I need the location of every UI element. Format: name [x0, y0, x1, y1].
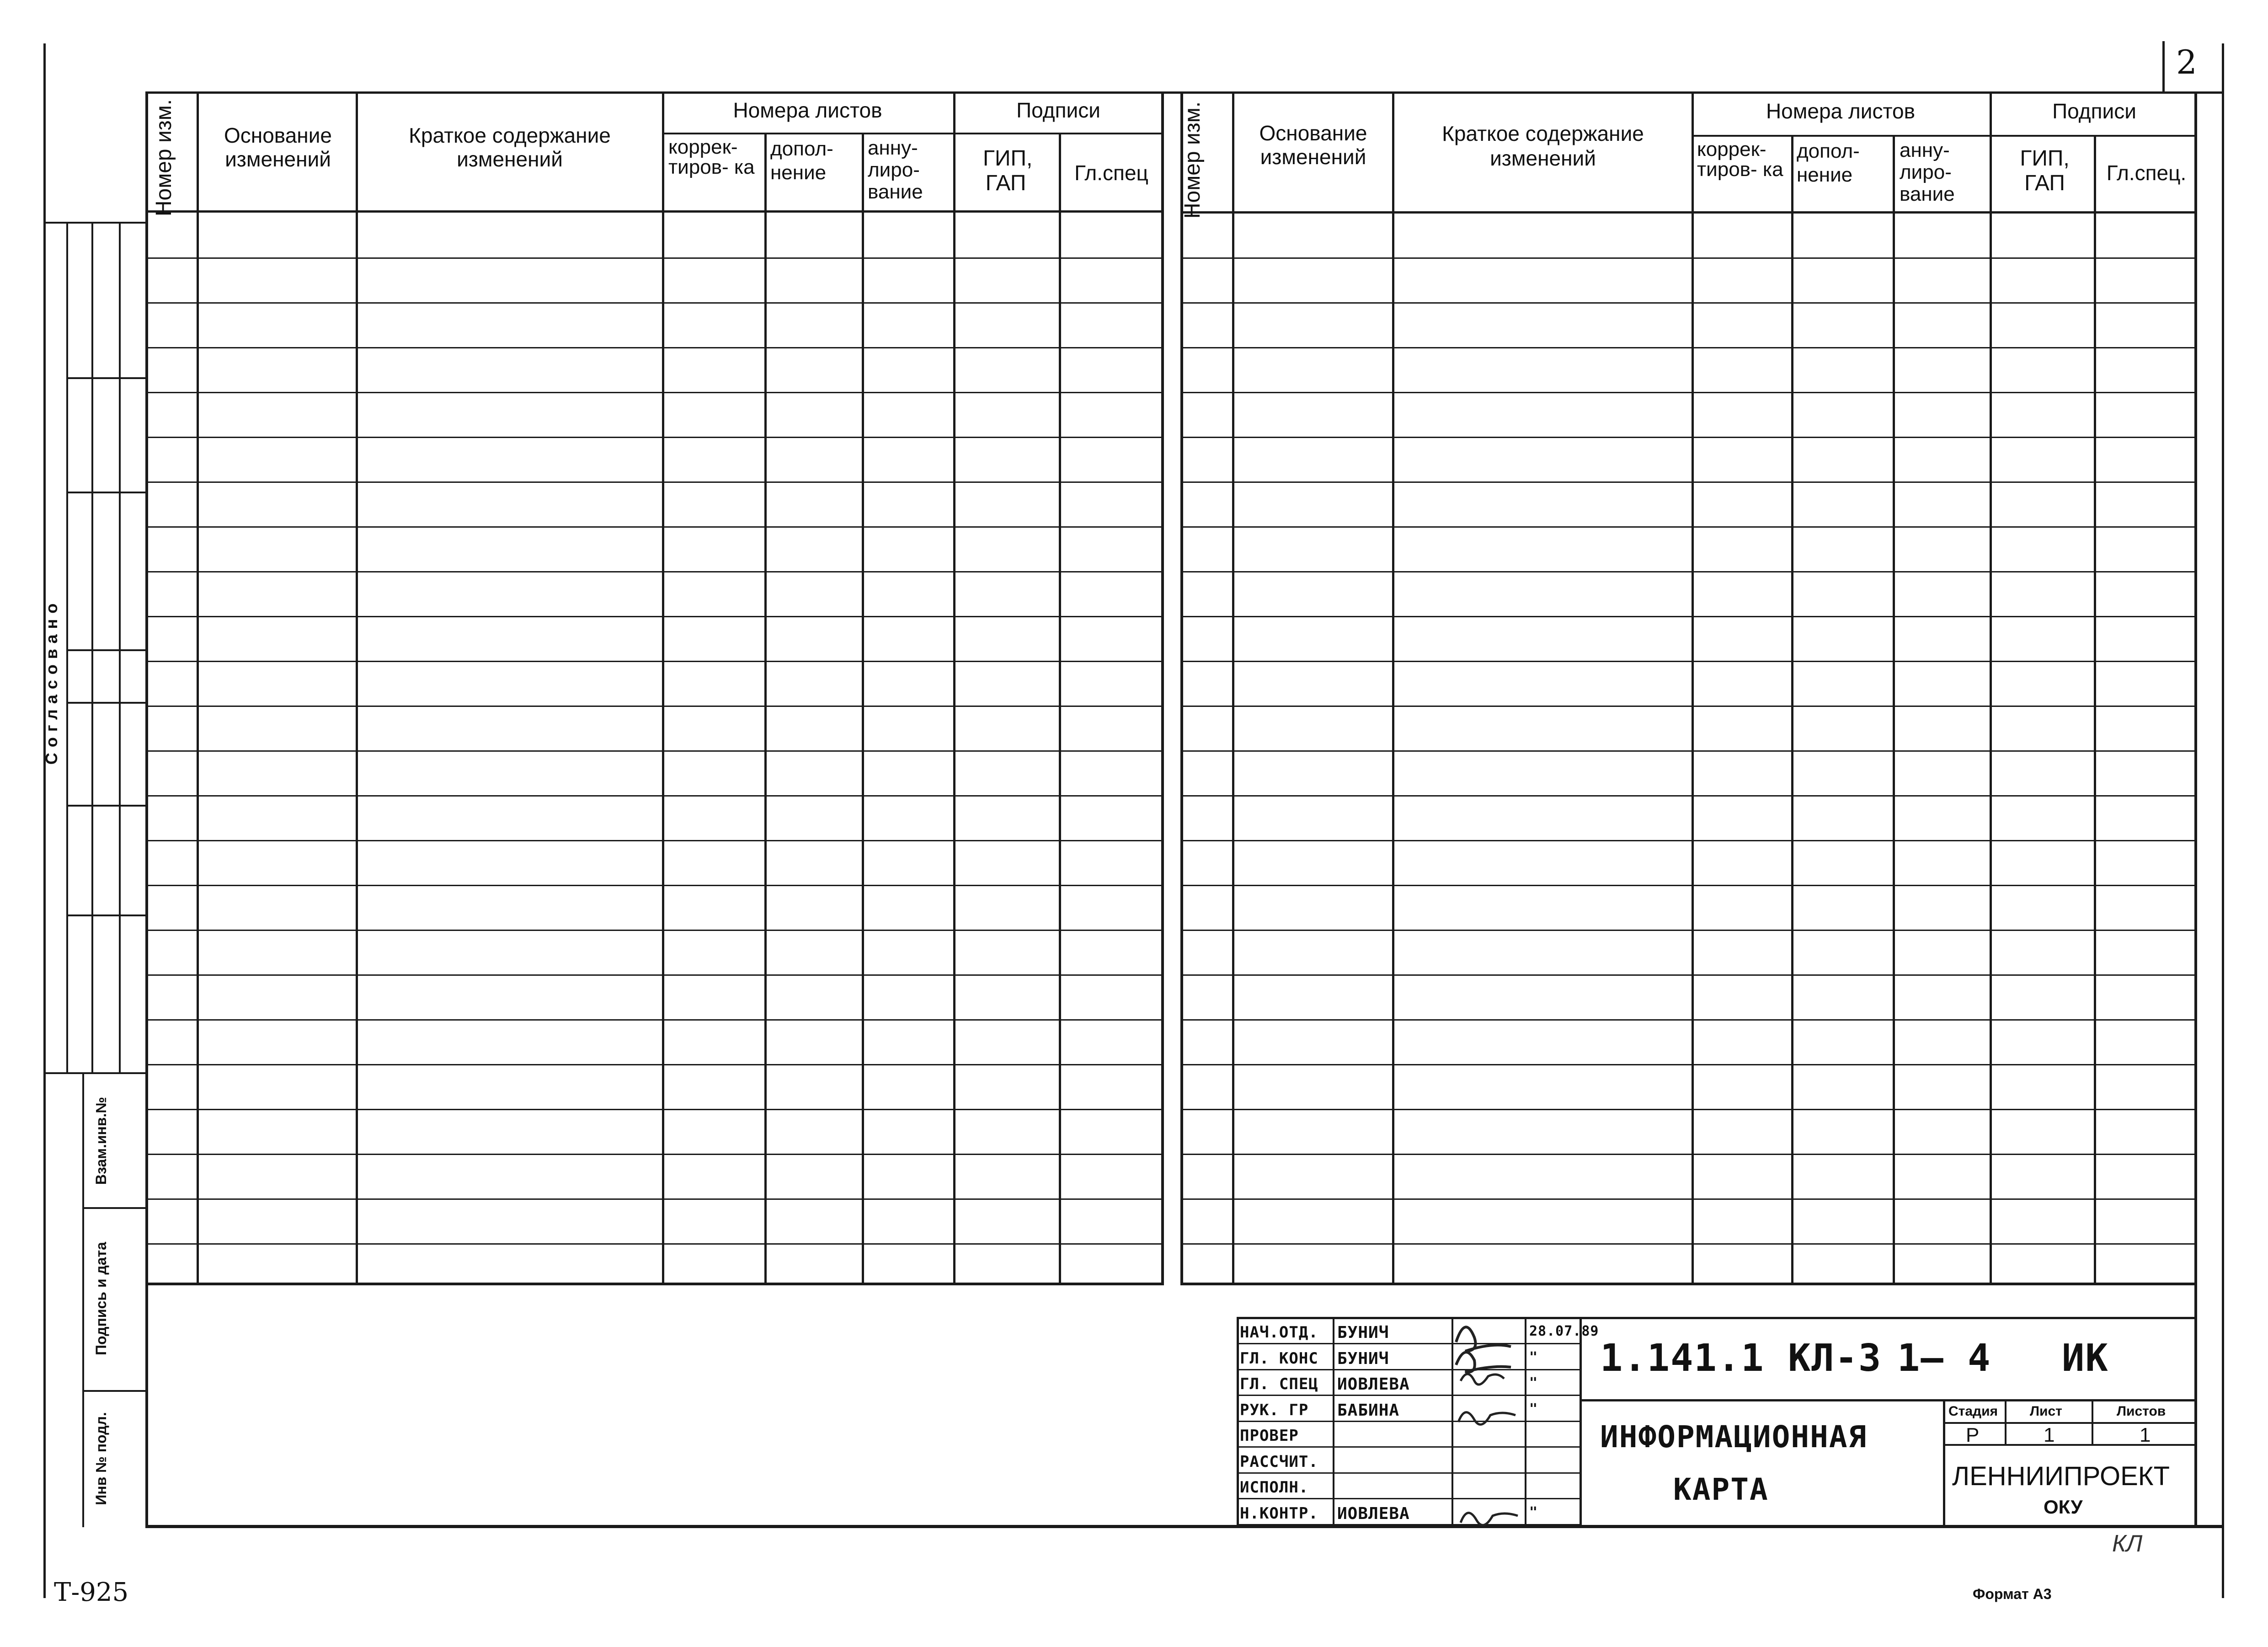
format-label: Формат А3 — [1973, 1586, 2052, 1602]
title-block-row-line — [1237, 1446, 1580, 1448]
handwritten-mark: КЛ — [2112, 1530, 2143, 1557]
right-header-gip: ГИП, ГАП — [2020, 146, 2070, 195]
table-row-line — [145, 1064, 1164, 1065]
left-header-dopoln: допол- нение — [770, 138, 833, 184]
tb-line — [1943, 1399, 1945, 1527]
tb-line — [1237, 1317, 1239, 1527]
soglasovano-label: Согласовано — [42, 598, 61, 765]
title-block-date: " — [1529, 1401, 1538, 1417]
side-stamp-bottom — [43, 1072, 146, 1074]
table-row-line — [1180, 1064, 2197, 1065]
table-row-line — [1180, 661, 2197, 662]
title-block-name: БУНИЧ — [1337, 1349, 1389, 1368]
table-row-line — [1180, 437, 2197, 438]
title-line1: ИНФОРМАЦИОННАЯ — [1600, 1419, 1868, 1454]
table-row-line — [145, 571, 1164, 572]
table-row-line — [1180, 347, 2197, 348]
table-row-line — [145, 302, 1164, 304]
table-row-line — [145, 481, 1164, 483]
table-row-line — [145, 526, 1164, 528]
table-row-line — [145, 1198, 1164, 1200]
title-block-name: ИОВЛЕВА — [1337, 1504, 1410, 1523]
table-row-line — [145, 930, 1164, 931]
table-row-line — [1180, 1198, 2197, 1200]
right-col-line — [2094, 135, 2096, 1285]
table-row-line — [145, 1109, 1164, 1110]
table-row-line — [145, 974, 1164, 976]
podpis-data-label: Подпись и дата — [93, 1242, 109, 1355]
sheets-value: 1 — [2140, 1424, 2151, 1446]
doc-part: 1— 4 — [1897, 1337, 1991, 1380]
frame-left-edge — [43, 43, 46, 1598]
table-row-line — [145, 1019, 1164, 1021]
left-header-glspec: Гл.спец — [1074, 161, 1148, 185]
table-row-line — [1180, 706, 2197, 707]
title-line2: КАРТА — [1673, 1472, 1769, 1507]
doc-code: 1.141.1 КЛ-3 — [1600, 1337, 1882, 1380]
sheet-value: 1 — [2044, 1424, 2055, 1446]
title-block-role: ПРОВЕР — [1240, 1427, 1299, 1445]
title-block-date: 28.07.89 — [1529, 1323, 1599, 1339]
right-header-glspec: Гл.спец. — [2106, 161, 2187, 185]
title-block-name: ИОВЛЕВА — [1337, 1375, 1410, 1394]
left-header-annul: анну- лиро- вание — [868, 137, 923, 203]
right-col-line — [1692, 91, 1694, 1285]
sheets-label: Листов — [2117, 1404, 2166, 1419]
side-stamp-line — [66, 222, 68, 1072]
table-row-line — [1180, 1154, 2197, 1155]
side-stamp-row — [66, 702, 146, 704]
table-row-line — [145, 257, 1164, 259]
table-row-line — [1180, 1109, 2197, 1110]
table-row-line — [145, 840, 1164, 841]
left-col-line — [662, 91, 664, 1285]
tb-line — [2092, 1399, 2093, 1445]
stage-label: Стадия — [1948, 1404, 1998, 1419]
footer-code: Т-925 — [54, 1577, 129, 1607]
left-header-gip: ГИП, ГАП — [983, 146, 1033, 195]
tb-line — [1452, 1317, 1453, 1527]
left-col-line — [764, 133, 767, 1285]
left-col-line — [356, 91, 358, 1285]
title-block-row-line — [1237, 1498, 1580, 1499]
side-field-row — [82, 1207, 146, 1209]
doc-type: ИК — [2062, 1337, 2109, 1380]
right-col-line — [1392, 91, 1394, 1285]
right-header-nomera-listov: Номера листов — [1766, 99, 1916, 123]
title-block-role: Н.КОНТР. — [1240, 1504, 1318, 1523]
table-row-line — [1180, 257, 2197, 259]
frame-inner-right — [2194, 91, 2197, 1527]
right-col-line — [1232, 91, 1234, 1285]
title-block-row-line — [1237, 1524, 1580, 1525]
side-field-line — [82, 1072, 84, 1527]
side-stamp-line — [91, 222, 93, 1072]
table-row-line — [1180, 1243, 2197, 1245]
right-header-kratkoe: Краткое содержание изменений — [1442, 122, 1644, 170]
table-row-line — [145, 750, 1164, 752]
tb-line — [1943, 1422, 2197, 1424]
org-name: ЛЕННИИПРОЕКТ — [1952, 1461, 2170, 1491]
table-row-line — [145, 885, 1164, 886]
table-row-line — [145, 347, 1164, 348]
title-block-role: ИСПОЛН. — [1240, 1478, 1309, 1497]
right-header-num-izm: Номер изм. — [1180, 101, 1205, 219]
table-row-line — [145, 1154, 1164, 1155]
tb-line — [1333, 1317, 1334, 1527]
frame-right-edge — [2222, 43, 2224, 1598]
left-header-osnovanie: Основание изменений — [224, 123, 332, 171]
table-row-line — [1180, 750, 2197, 752]
side-stamp-row — [66, 492, 146, 493]
title-block-role: ГЛ. СПЕЦ — [1240, 1375, 1318, 1393]
page-number-box-edge — [2162, 41, 2165, 94]
left-header-nomera-listov: Номера листов — [733, 98, 882, 122]
title-block-row-line — [1237, 1421, 1580, 1422]
title-block-date: " — [1529, 1375, 1538, 1391]
stage-value: Р — [1966, 1424, 1980, 1446]
tb-line — [1580, 1317, 1582, 1527]
table-row-line — [145, 706, 1164, 707]
table-row-line — [145, 661, 1164, 662]
side-stamp-top — [43, 222, 146, 224]
table-row-line — [1180, 885, 2197, 886]
right-header-osnovanie: Основание изменений — [1259, 121, 1367, 169]
right-col-line — [1893, 135, 1895, 1285]
right-col-line — [1791, 135, 1793, 1285]
title-block-name: БАБИНА — [1337, 1401, 1400, 1420]
table-row-line — [145, 1243, 1164, 1245]
title-block-date: " — [1529, 1349, 1538, 1365]
right-subheader-line — [1692, 135, 2197, 137]
left-col-line — [1161, 91, 1164, 1285]
title-block-row-line — [1237, 1369, 1580, 1370]
inv-podl-label: Инв № подл. — [93, 1412, 109, 1505]
left-header-podpisi: Подписи — [1016, 98, 1100, 122]
title-block-row-line — [1237, 1395, 1580, 1396]
side-stamp-row — [66, 914, 146, 916]
title-block-role: РАССЧИТ. — [1240, 1453, 1318, 1471]
table-row-line — [145, 392, 1164, 393]
title-block-row-line — [1237, 1472, 1580, 1474]
frame-top-line — [145, 91, 2222, 94]
side-stamp-row — [66, 377, 146, 379]
tb-line — [2005, 1399, 2007, 1445]
left-header-bottom — [145, 210, 1164, 213]
table-row-line — [1180, 526, 2197, 528]
table-row-line — [1180, 795, 2197, 797]
table-row-line — [1180, 1019, 2197, 1021]
title-block-role: РУК. ГР — [1240, 1401, 1309, 1419]
table-row-line — [145, 616, 1164, 617]
left-col-line — [953, 91, 955, 1285]
table-row-line — [1180, 930, 2197, 931]
frame-bottom-line — [145, 1525, 2222, 1528]
left-table-bottom — [145, 1283, 1164, 1285]
side-stamp-row — [66, 805, 146, 807]
right-col-line — [1180, 91, 1183, 1285]
table-row-line — [145, 437, 1164, 438]
table-row-line — [1180, 481, 2197, 483]
side-stamp-line — [119, 222, 121, 1072]
tb-line — [1525, 1317, 1526, 1527]
frame-inner-left — [145, 91, 148, 1527]
title-block-row-line — [1237, 1343, 1580, 1344]
table-row-line — [1180, 974, 2197, 976]
org-sub: ОКУ — [2044, 1496, 2083, 1518]
left-header-num-izm: Номер изм. — [152, 99, 176, 217]
right-header-korrekt: коррек- тиров- ка — [1697, 138, 1783, 181]
right-header-dopoln: допол- нение — [1797, 140, 1860, 186]
page-number: 2 — [2176, 43, 2197, 81]
table-row-line — [1180, 840, 2197, 841]
side-stamp-row — [66, 649, 146, 651]
left-col-line — [1059, 133, 1061, 1285]
sheet-label: Лист — [2030, 1404, 2062, 1419]
left-col-line — [862, 133, 864, 1285]
right-col-line — [1990, 91, 1992, 1285]
right-header-bottom — [1180, 211, 2197, 214]
tb-top — [1237, 1317, 2197, 1319]
vzam-inv-label: Взам.инв.№ — [93, 1096, 109, 1185]
left-subheader-line — [662, 133, 1163, 134]
title-block-role: НАЧ.ОТД. — [1240, 1323, 1318, 1342]
right-header-annul: анну- лиро- вание — [1900, 139, 1955, 205]
tb-line — [1943, 1444, 2197, 1446]
title-block-name: БУНИЧ — [1337, 1323, 1389, 1342]
table-row-line — [1180, 392, 2197, 393]
left-col-line — [197, 91, 199, 1285]
right-header-podpisi: Подписи — [2052, 99, 2136, 123]
left-header-korrekt: коррек- тиров- ка — [668, 136, 755, 178]
table-row-line — [1180, 571, 2197, 572]
table-row-line — [1180, 616, 2197, 617]
table-row-line — [1180, 302, 2197, 304]
title-block-date: " — [1529, 1504, 1538, 1520]
table-row-line — [145, 795, 1164, 797]
tb-mid — [1580, 1399, 2197, 1401]
title-block-role: ГЛ. КОНС — [1240, 1349, 1318, 1368]
right-table-bottom — [1180, 1283, 2197, 1285]
left-header-kratkoe: Краткое содержание изменений — [409, 123, 611, 171]
